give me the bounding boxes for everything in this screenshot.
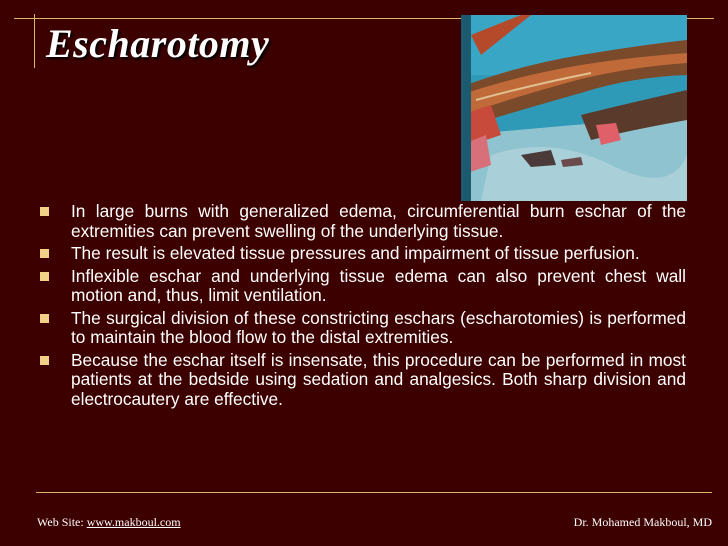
square-bullet-icon <box>40 249 49 258</box>
title-frame-vertical-line <box>34 14 35 68</box>
square-bullet-icon <box>40 356 49 365</box>
bullet-item <box>40 244 686 264</box>
bullet-text: The result is elevated tissue pressures and impairment of tissue perfusion. <box>71 243 640 263</box>
bullet-item <box>40 309 686 348</box>
bullet-text: In large burns with generalized edema, circumferential burn eschar of the extremities can prevent swelling of the underlying tissue. <box>71 201 686 241</box>
bullet-item <box>40 267 686 306</box>
bullet-list <box>40 202 686 412</box>
escharotomy-photo <box>461 15 687 201</box>
bullet-text: Because the eschar itself is insensate, this procedure can be performed in most patients at the bedside using sedation and analgesics. Both sharp division and electrocautery are effective. <box>71 349 686 409</box>
square-bullet-icon <box>40 207 49 216</box>
bullet-text: Inflexible eschar and underlying tissue edema can also prevent chest wall motion and, thus, limit ventilation. <box>71 265 686 305</box>
square-bullet-icon <box>40 272 49 281</box>
website-label: Web Site: <box>37 515 84 529</box>
square-bullet-icon <box>40 314 49 323</box>
slide-title: Escharotomy <box>46 21 270 66</box>
website-link[interactable]: www.makboul.com <box>86 515 181 529</box>
bullet-item <box>40 202 686 241</box>
footer-website <box>37 515 181 530</box>
footer-divider <box>36 492 712 493</box>
bullet-item <box>40 351 686 410</box>
bullet-text: The surgical division of these constricting eschars (escharotomies) is performed to maintain the blood flow to the distal extremities. <box>71 307 686 347</box>
footer-author: Dr. Mohamed Makboul, MD <box>573 515 712 529</box>
